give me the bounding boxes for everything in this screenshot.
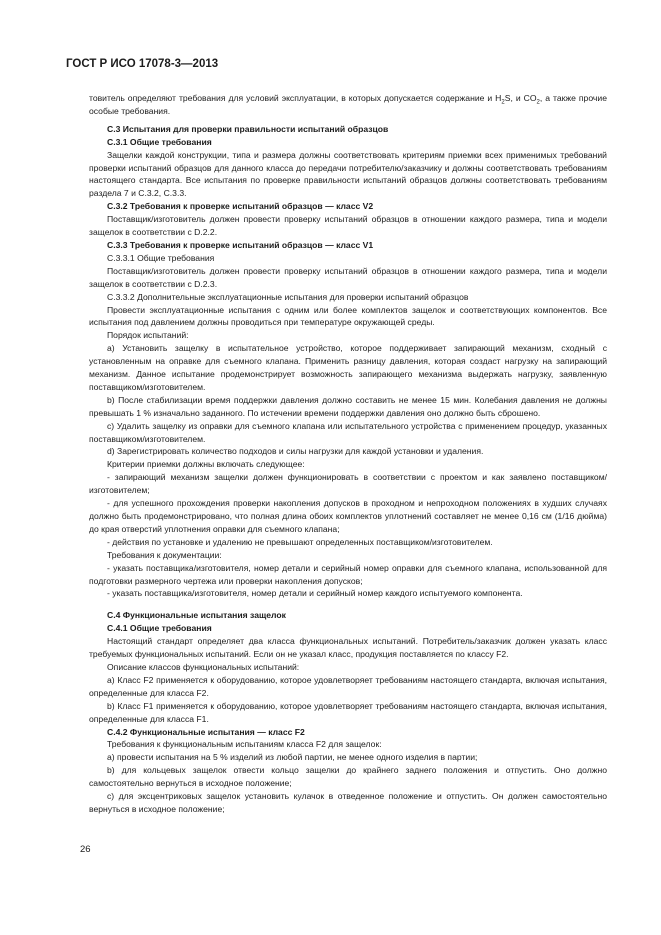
list-item: c) для эксцентриковых защелок установить кулачок в отведенное положение и отпустить. Он должен самостоятельно вернуться в исходное положение; <box>89 791 607 814</box>
list-item: - указать поставщика/изготовителя, номер детали и серийный номер каждого испытуемого компонента. <box>107 588 523 599</box>
list-item: c) Удалить защелку из оправки для съемного клапана или испытательного устройства с применением процедур, указанных поставщиком/изготовителем. <box>89 420 607 444</box>
paragraph: Критерии приемки должны включать следующее: <box>107 459 305 470</box>
paragraph: Провести эксплуатационные испытания с одним или более комплектов защелок и соответствующих компонентов. Все испытания под давлением должны проводиться при температуре окружающей среды. <box>89 304 607 328</box>
subsection-heading: С.3.2 Требования к проверке испытаний образцов — класс V2 <box>107 201 374 212</box>
list-item: b) Класс F1 применяется к оборудованию, которое удовлетворяет требованиям настоящего стандарта, включая испытания, определенные для класса F1. <box>89 700 607 724</box>
subsection-heading: С.3.3 Требования к проверке испытаний образцов — класс V1 <box>107 239 374 250</box>
subsection-heading: С.3.1 Общие требования <box>107 136 212 147</box>
paragraph: Настоящий стандарт определяет два класса функциональных испытаний. Потребитель/заказчик должен указать класс требуемых функциональных испытаний. Если он не указал класс, продукция поставляется по классу F2. <box>89 636 607 660</box>
clause-heading: С.3.3.2 Дополнительные эксплуатационные испытания для проверки испытаний образцов <box>107 291 469 302</box>
paragraph: Поставщик/изготовитель должен провести проверку испытаний образцов в отношении каждого размера, типа и модели защелок в соответствии с D.2.2. <box>89 214 607 238</box>
section-heading: С.3 Испытания для проверки правильности испытаний образцов <box>107 123 389 134</box>
list-item: a) Класс F2 применяется к оборудованию, которое удовлетворяет требованиям настоящего стандарта, включая испытания, определенные для класса F2. <box>89 674 607 698</box>
paragraph: Порядок испытаний: <box>107 330 189 341</box>
paragraph: Поставщик/изготовитель должен провести проверку испытаний образцов в отношении каждого размера, типа и модели защелок в соответствии с D.2.3. <box>89 265 607 289</box>
page-number: 26 <box>80 844 91 855</box>
page-header: ГОСТ Р ИСО 17078-3—2013 <box>66 58 219 70</box>
list-item: - действия по установке и удалению не превышают определенных поставщиком/изготовителем. <box>107 536 493 547</box>
clause-heading: С.3.3.1 Общие требования <box>107 252 215 263</box>
section-heading: С.4 Функциональные испытания защелок <box>107 610 286 621</box>
paragraph: Требования к документации: <box>107 549 222 560</box>
list-item: a) провести испытания на 5 % изделий из любой партии, не менее одного изделия в партии; <box>107 752 478 763</box>
list-item: d) Зарегистрировать количество подходов и силы нагрузки для каждой установки и удаления. <box>107 446 484 457</box>
paragraph: Требования к функциональным испытаниям класса F2 для защелок: <box>107 739 382 750</box>
document-body <box>89 92 607 816</box>
list-item: - указать поставщика/изготовителя, номер детали и серийный номер оправки для съемного клапана, использованной для подготовки размерного чертежа или проверки накопления допусков; <box>89 562 607 586</box>
list-item: b) для кольцевых защелок отвести кольцо защелки до крайнего заднего положения и отпустить. Оно должно самостоятельно вернуться в исходное положение; <box>89 765 607 789</box>
list-item: - для успешного прохождения проверки накопления допусков в проходном и непроходном положениях в худших случаях должно быть продемонстрировано, что полная длина обоих комплектов уплотнений составляет не менее 0,16 см (1/16 дюйма) до края отверстий уплотнения оправки для съемного клапана; <box>89 498 607 534</box>
list-item: - запирающий механизм защелки должен функционировать в соответствии с проектом и как заявлено поставщиком/изготовителем; <box>89 472 607 496</box>
subsection-heading: С.4.1 Общие требования <box>107 623 212 634</box>
subsection-heading: С.4.2 Функциональные испытания — класс F2 <box>107 726 305 737</box>
paragraph: Защелки каждой конструкции, типа и размера должны соответствовать критериям приемки всех применимых требований проверки испытаний образцов для данного класса до передачи потребителю/заказчику и должны соответствовать требованиям настоящего стандарта. Все испытания по проверке правильности испытаний образцов должны соответствовать требованиям раздела 7 и С.3.2, С.3.3. <box>89 149 607 199</box>
intro-paragraph: товитель определяют требования для условий эксплуатации, в которых допускается содержание и $H_2S$, и $CO_2$, а также прочие особые требования. <box>89 93 607 116</box>
list-item: b) После стабилизации время поддержки давления должно составить не менее 15 мин. Колебания давления не должны превышать 1 % изначально заданного. По истечении времени поддержки давления оно должно быть сброшено. <box>89 394 607 418</box>
list-item: a) Установить защелку в испытательное устройство, которое поддерживает запирающий механизм, сходный с установленным на оправке для съемного клапана. Применить разницу давления, которая создаст нагрузку на запирающий механизм. Данное испытание продемонстрирует возможность запирающего механизма выдержать нагрузку, заявленную поставщиком/изготовителем. <box>89 343 607 392</box>
paragraph: Описание классов функциональных испытаний: <box>107 661 300 672</box>
